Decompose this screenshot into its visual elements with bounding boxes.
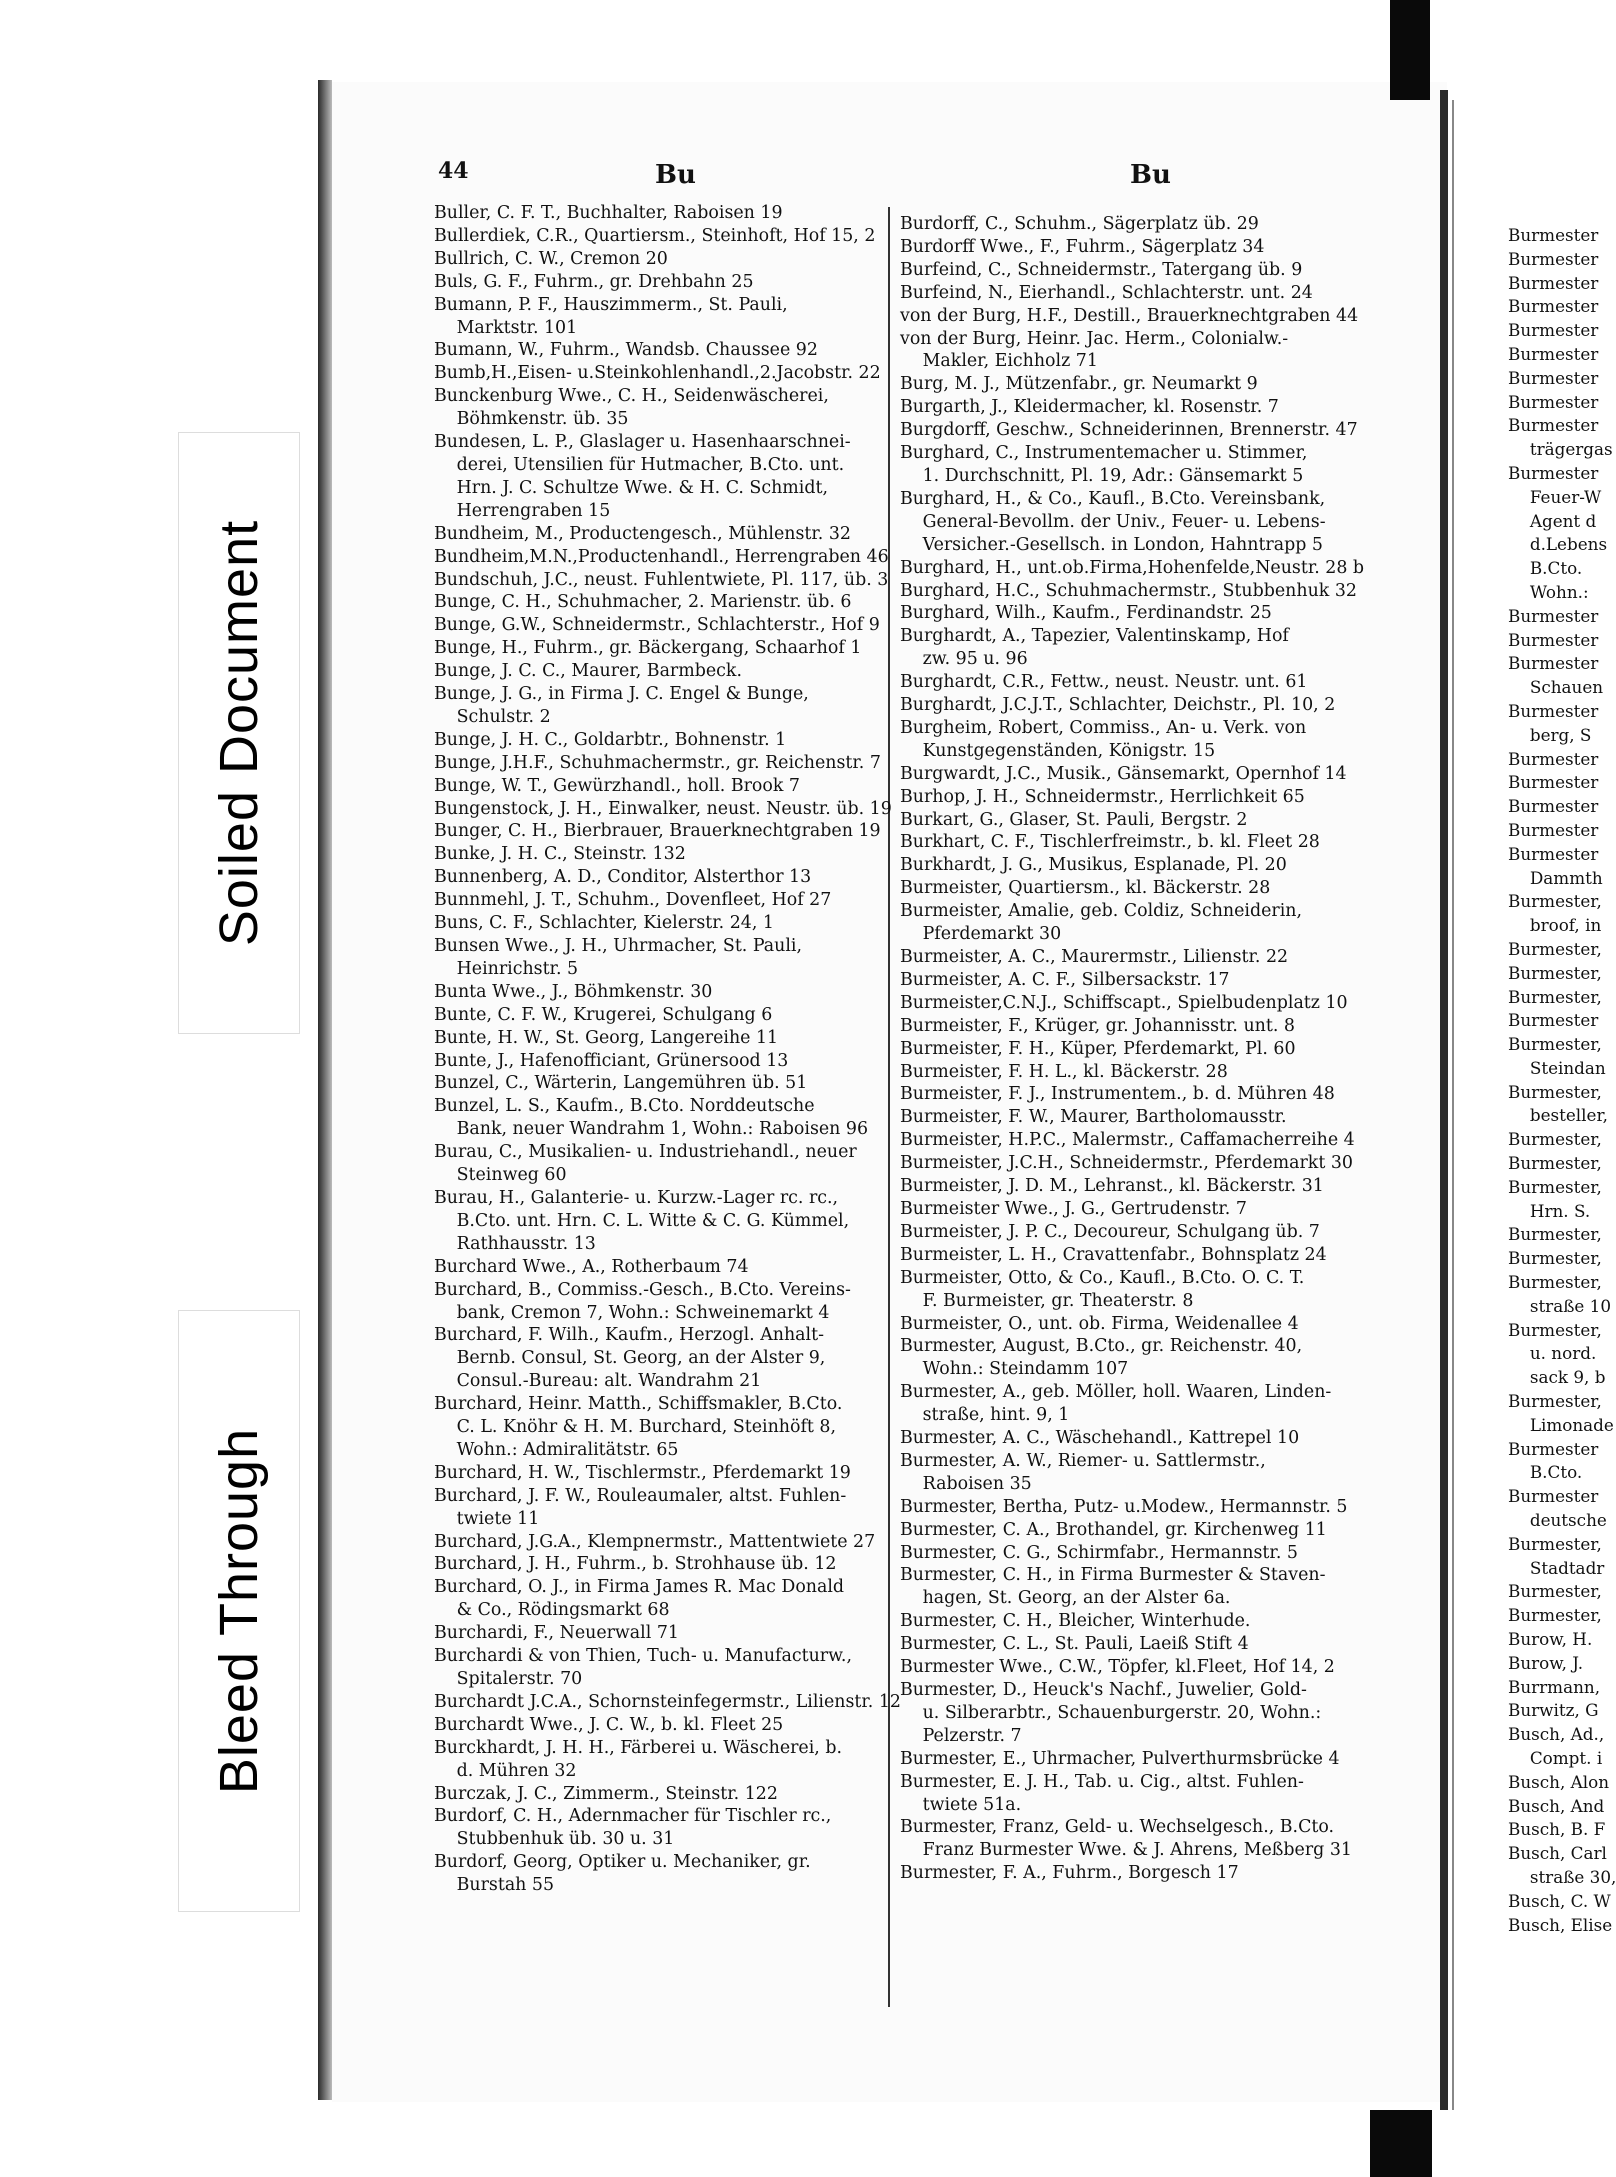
directory-entry-line: Burmester,	[1508, 1153, 1602, 1174]
directory-entry-line: Burmester	[1508, 796, 1599, 817]
directory-entry-line: Bunge, C. H., Schuhmacher, 2. Marienstr. üb. 6	[434, 592, 852, 613]
directory-entry-line: Burmester, D., Heuck's Nachf., Juwelier, Gold-	[900, 1680, 1307, 1700]
directory-column-left	[434, 202, 906, 1897]
directory-entry-line: Heinrichstr. 5	[456, 958, 579, 979]
directory-entry-line: B.Cto. unt. Hrn. C. L. Witte & C. G. Kümmel,	[456, 1210, 850, 1231]
directory-entry-line: 1. Durchschnitt, Pl. 19, Adr.: Gänsemarkt 5	[922, 465, 1304, 486]
directory-entry-line: Burmester,	[1508, 1034, 1602, 1055]
directory-entry-line: Burwitz, G	[1508, 1700, 1599, 1721]
directory-entry-line: Burmeister Wwe., J. G., Gertrudenstr. 7	[900, 1198, 1247, 1219]
directory-entry-line: Bundheim, M., Productengesch., Mühlenstr. 32	[434, 523, 851, 544]
directory-entry-line: Burckhardt, J. H. H., Färberei u. Wäscherei, b.	[434, 1737, 842, 1758]
directory-entry-line: Burmester	[1508, 320, 1599, 341]
directory-entry-line: Burmester,	[1508, 1391, 1602, 1412]
directory-entry-line: d.Lebens	[1529, 534, 1608, 555]
directory-entry-line: Wohn.:	[1529, 581, 1589, 602]
directory-entry-line: Bunzel, L. S., Kaufm., B.Cto. Norddeutsche	[434, 1096, 815, 1117]
directory-entry-line: Feuer-W	[1529, 486, 1602, 507]
directory-entry-line: Burmester,	[1508, 891, 1602, 912]
directory-entry-line: Bunge, W. T., Gewürzhandl., holl. Brook 7	[434, 775, 800, 796]
directory-entry-line: Burchard, O. J., in Firma James R. Mac Donald	[434, 1577, 845, 1598]
directory-entry-line: Bungenstock, J. H., Einwalker, neust. Neustr. üb. 19	[434, 798, 892, 819]
page-number: 44	[438, 158, 469, 184]
directory-entry-line: Burmeister, Amalie, geb. Coldiz, Schneiderin,	[900, 901, 1302, 922]
directory-entry-line: von der Burg, Heinr. Jac. Herm., Colonialw.-	[900, 328, 1289, 349]
directory-entry-line: Burow, J.	[1508, 1652, 1584, 1673]
directory-entry-line: Burmester	[1508, 296, 1599, 317]
directory-entry-line: Burmester	[1508, 1486, 1599, 1507]
directory-entry-line: Burchardt Wwe., J. C. W., b. kl. Fleet 25	[434, 1714, 784, 1735]
directory-entry-line: Bundesen, L. P., Glaslager u. Hasenhaarschnei-	[434, 432, 851, 453]
directory-entry-line: Bundheim,M.N.,Productenhandl., Herrengraben 46	[434, 546, 889, 567]
directory-entry-line: Burmester	[1508, 843, 1599, 864]
directory-entry-line: Bunte, H. W., St. Georg, Langereihe 11	[434, 1027, 779, 1048]
directory-column-middle	[900, 213, 1382, 1885]
directory-entry-line: Burmester	[1508, 1438, 1599, 1459]
directory-entry-line: B.Cto.	[1529, 1462, 1583, 1483]
directory-entry-line: Buller, C. F. T., Buchhalter, Raboisen 19	[434, 203, 783, 223]
directory-entry-line: Burmester	[1508, 272, 1599, 293]
directory-entry-line: Burmester, C. H., Bleicher, Winterhude.	[900, 1611, 1251, 1632]
directory-entry-line: F. Burmeister, gr. Theaterstr. 8	[922, 1290, 1194, 1311]
directory-entry-line: hagen, St. Georg, an der Alster 6a.	[922, 1588, 1231, 1609]
directory-entry-line: Bumb,H.,Eisen- u.Steinkohlenhandl.,2.Jacobstr. 22	[434, 363, 881, 384]
directory-entry-line: Burmester, A. C., Wäschehandl., Kattrepel 10	[900, 1428, 1300, 1449]
directory-entry-line: Burmeister, H.P.C., Malermstr., Caffamacherreihe 4	[900, 1130, 1355, 1151]
directory-entry-line: Burmester	[1508, 225, 1599, 245]
directory-entry-line: Bank, neuer Wandrahm 1, Wohn.: Raboisen 96	[456, 1119, 869, 1140]
directory-entry-line: Burmeister,C.N.J., Schiffscapt., Spielbudenplatz 10	[900, 992, 1348, 1013]
directory-entry-line: bank, Cremon 7, Wohn.: Schweinemarkt 4	[456, 1302, 830, 1323]
directory-entry-line: Burmester	[1508, 653, 1599, 674]
directory-entry-line: Buns, C. F., Schlachter, Kielerstr. 24, 1	[434, 913, 774, 934]
directory-entry-line: Burghard, H., unt.ob.Firma,Hohenfelde,Neustr. 28 b	[900, 557, 1365, 578]
directory-entry-line: Burdorf, Georg, Optiker u. Mechaniker, gr.	[434, 1852, 811, 1873]
directory-entry-line: Consul.-Bureau: alt. Wandrahm 21	[456, 1371, 762, 1392]
directory-entry-line: Bunge, J. C. C., Maurer, Barmbeck.	[434, 661, 742, 682]
directory-entry-line: Burghard, C., Instrumentemacher u. Stimmer,	[900, 443, 1308, 464]
directory-entry-line: Burmester,	[1508, 1224, 1602, 1245]
directory-entry-line: Burrmann,	[1508, 1676, 1601, 1697]
directory-entry-line: zw. 95 u. 96	[922, 649, 1028, 670]
directory-entry-line: Burmester, F. A., Fuhrm., Borgesch 17	[900, 1863, 1239, 1884]
directory-entry-line: Bunsen Wwe., J. H., Uhrmacher, St. Pauli,	[434, 936, 803, 956]
directory-entry-line: Bunge, H., Fuhrm., gr. Bäckergang, Schaarhof 1	[434, 638, 862, 659]
directory-entry-line: Steinweg 60	[456, 1165, 567, 1186]
directory-entry-line: Burmester	[1508, 819, 1599, 840]
directory-entry-line: Burmester	[1508, 629, 1599, 650]
directory-entry-line: u. Silberarbtr., Schauenburgerstr. 20, Wohn.:	[922, 1702, 1322, 1723]
directory-column-right-partial	[1508, 224, 1616, 1937]
page-left-shadow	[318, 80, 332, 2100]
directory-entry-line: Bunke, J. H. C., Steinstr. 132	[434, 844, 686, 865]
directory-entry-line: General-Bevollm. der Univ., Feuer- u. Lebens-	[922, 511, 1326, 532]
directory-entry-line: Burmester,	[1508, 1248, 1602, 1269]
directory-entry-line: Raboisen 35	[922, 1473, 1032, 1494]
directory-entry-line: Burmeister, F. W., Maurer, Bartholomausstr.	[900, 1107, 1287, 1128]
directory-entry-line: Bumann, W., Fuhrm., Wandsb. Chaussee 92	[434, 340, 818, 361]
directory-entry-line: Burdorff, C., Schuhm., Sägerplatz üb. 29	[900, 214, 1259, 234]
directory-entry-line: Burgheim, Robert, Commiss., An- u. Verk. von	[900, 717, 1307, 738]
directory-entry-line: Burmester	[1508, 772, 1599, 793]
directory-entry-line: Bunge, G.W., Schneidermstr., Schlachterstr., Hof 9	[434, 615, 880, 636]
bleed-through-text: Bleed Through	[209, 1427, 269, 1795]
directory-entry-line: Bunzel, C., Wärterin, Langemühren üb. 51	[434, 1073, 808, 1094]
directory-entry-line: Bunte, C. F. W., Krugerei, Schulgang 6	[434, 1004, 773, 1025]
directory-entry-line: Busch, Alon	[1508, 1771, 1610, 1792]
directory-entry-line: Burmester	[1508, 343, 1599, 364]
directory-entry-line: Burfeind, N., Eierhandl., Schlachterstr. unt. 24	[900, 282, 1313, 303]
directory-entry-line: Burghardt, A., Tapezier, Valentinskamp, Hof	[900, 626, 1289, 647]
directory-entry-line: Hrn. S.	[1529, 1200, 1591, 1221]
directory-entry-line: Bumann, P. F., Hauszimmerm., St. Pauli,	[434, 294, 788, 315]
directory-entry-line: Burmester, A. W., Riemer- u. Sattlermstr.,	[900, 1450, 1266, 1471]
directory-entry-line: Burmeister, A. C. F., Silbersackstr. 17	[900, 969, 1230, 990]
directory-entry-line: Bunta Wwe., J., Böhmkenstr. 30	[434, 981, 713, 1002]
directory-entry-line: Agent d	[1529, 510, 1597, 531]
directory-entry-line: Buls, G. F., Fuhrm., gr. Drehbahn 25	[434, 271, 754, 292]
directory-entry-line: Burmester,	[1508, 938, 1602, 959]
directory-entry-line: Burmester,	[1508, 1129, 1602, 1150]
directory-entry-line: Burmeister, F. H. L., kl. Bäckerstr. 28	[900, 1061, 1228, 1082]
directory-entry-line: Busch, Elise	[1508, 1914, 1613, 1935]
directory-entry-line: Herrengraben 15	[456, 500, 611, 521]
directory-entry-line: Burchardi & von Thien, Tuch- u. Manufacturw.,	[434, 1646, 852, 1667]
directory-entry-line: Bunnmehl, J. T., Schuhm., Dovenfleet, Hof 27	[434, 890, 832, 911]
directory-entry-line: Schauen	[1529, 677, 1604, 698]
directory-entry-line: u. nord.	[1529, 1343, 1597, 1364]
directory-entry-line: Dammth	[1529, 867, 1603, 888]
directory-entry-line: Burmester,	[1508, 1272, 1602, 1293]
directory-entry-line: twiete 11	[456, 1508, 540, 1529]
directory-entry-line: Wohn.: Admiralitätstr. 65	[456, 1439, 679, 1460]
black-tab-top	[1390, 0, 1430, 100]
directory-entry-line: d. Mühren 32	[456, 1760, 577, 1781]
directory-entry-line: sack 9, b	[1529, 1367, 1606, 1388]
directory-entry-line: Burchard, Heinr. Matth., Schiffsmakler, B.Cto.	[434, 1394, 843, 1415]
directory-entry-line: Burgdorff, Geschw., Schneiderinnen, Brennerstr. 47	[900, 420, 1358, 441]
directory-entry-line: Busch, C. W	[1508, 1890, 1611, 1911]
directory-entry-line: berg, S	[1529, 724, 1592, 745]
directory-entry-line: Burmester,	[1508, 1533, 1602, 1554]
directory-entry-line: Burmeister, O., unt. ob. Firma, Weidenallee 4	[900, 1313, 1299, 1334]
directory-entry-line: Burmeister, A. C., Maurermstr., Lilienstr. 22	[900, 947, 1289, 967]
directory-entry-line: Burmester Wwe., C.W., Töpfer, kl.Fleet, Hof 14, 2	[900, 1657, 1335, 1678]
directory-entry-line: Bullerdiek, C.R., Quartiersm., Steinhoft, Hof 15, 2	[434, 225, 876, 246]
directory-entry-line: Burmester, C. A., Brothandel, gr. Kirchenweg 11	[900, 1519, 1327, 1540]
directory-entry-line: Burghard, Wilh., Kaufm., Ferdinandstr. 25	[900, 603, 1272, 624]
directory-entry-line: Burmester, A., geb. Möller, holl. Waaren, Linden-	[900, 1382, 1332, 1403]
directory-entry-line: straße 30,	[1529, 1866, 1616, 1887]
directory-entry-line: Burkhardt, J. G., Musikus, Esplanade, Pl. 20	[900, 855, 1287, 876]
directory-entry-line: Burmeister, L. H., Cravattenfabr., Bohnsplatz 24	[900, 1244, 1327, 1265]
directory-entry-line: Spitalerstr. 70	[456, 1669, 583, 1689]
directory-entry-line: Burchard, J. F. W., Rouleaumaler, altst. Fuhlen-	[434, 1485, 847, 1506]
directory-entry-line: Burghard, H., & Co., Kaufl., B.Cto. Vereinsbank,	[900, 488, 1326, 509]
directory-entry-line: Burg, M. J., Mützenfabr., gr. Neumarkt 9	[900, 374, 1258, 395]
directory-entry-line: Pferdemarkt 30	[922, 924, 1062, 945]
directory-entry-line: Limonade	[1529, 1414, 1614, 1435]
directory-entry-line: Burchard, H. W., Tischlermstr., Pferdemarkt 19	[434, 1462, 851, 1483]
directory-entry-line: Burmester, E., Uhrmacher, Pulverthurmsbrücke 4	[900, 1748, 1340, 1769]
directory-entry-line: Burchard, J. H., Fuhrm., b. Strohhause üb. 12	[434, 1554, 837, 1575]
directory-entry-line: Burmeister, J. D. M., Lehranst., kl. Bäckerstr. 31	[900, 1176, 1324, 1197]
directory-entry-line: Burkhart, C. F., Tischlerfreimstr., b. kl. Fleet 28	[900, 832, 1320, 853]
directory-entry-line: Burmeister, F. J., Instrumentem., b. d. Mühren 48	[900, 1084, 1335, 1105]
directory-entry-line: Burmester,	[1508, 1081, 1602, 1102]
directory-entry-line: Burghardt, J.C.J.T., Schlachter, Deichstr., Pl. 10, 2	[900, 695, 1336, 716]
directory-entry-line: Bunge, J. G., in Firma J. C. Engel & Bunge,	[434, 684, 809, 705]
directory-entry-line: Burmester	[1508, 605, 1599, 626]
directory-entry-line: Stubbenhuk üb. 30 u. 31	[456, 1829, 675, 1850]
directory-entry-line: Burmeister, F., Krüger, gr. Johannisstr. unt. 8	[900, 1015, 1295, 1036]
directory-entry-line: Burow, H.	[1508, 1629, 1593, 1650]
directory-entry-line: Burstah 55	[456, 1875, 555, 1896]
directory-entry-line: Schulstr. 2	[456, 706, 551, 727]
directory-entry-line: Burmester,	[1508, 986, 1602, 1007]
directory-entry-line: Bunger, C. H., Bierbrauer, Brauerknechtgraben 19	[434, 821, 881, 842]
directory-entry-line: Busch, And	[1508, 1795, 1605, 1816]
directory-entry-line: besteller,	[1529, 1105, 1608, 1126]
directory-entry-line: Burmester	[1508, 391, 1599, 412]
directory-entry-line: Stadtadr	[1529, 1557, 1605, 1578]
directory-entry-line: von der Burg, H.F., Destill., Brauerknechtgraben 44	[900, 305, 1359, 326]
directory-entry-line: Bunge, J.H.F., Schuhmachermstr., gr. Reichenstr. 7	[434, 752, 881, 773]
directory-entry-line: Burchard, B., Commiss.-Gesch., B.Cto. Vereins-	[434, 1279, 851, 1300]
directory-entry-line: Burmester, Franz, Geld- u. Wechselgesch., B.Cto.	[900, 1817, 1335, 1838]
directory-entry-line: Burmester	[1508, 700, 1599, 721]
directory-entry-line: Rathhausstr. 13	[456, 1233, 596, 1254]
running-header-right: Bu	[1130, 160, 1171, 190]
directory-entry-line: Burchard Wwe., A., Rotherbaum 74	[434, 1256, 749, 1277]
directory-entry-line: Versicher.-Gesellsch. in London, Hahntrapp 5	[922, 534, 1323, 555]
directory-entry-line: Bernb. Consul, St. Georg, an der Alster 9,	[456, 1348, 826, 1369]
directory-entry-line: Burdorff Wwe., F., Fuhrm., Sägerplatz 34	[900, 236, 1265, 257]
directory-entry-line: B.Cto.	[1529, 558, 1583, 579]
directory-entry-line: Burhop, J. H., Schneidermstr., Herrlichkeit 65	[900, 786, 1305, 807]
directory-entry-line: trägergas	[1529, 439, 1613, 460]
directory-entry-line: Burmester,	[1508, 1176, 1602, 1197]
page-gutter-line	[1452, 100, 1454, 2110]
directory-entry-line: Burgarth, J., Kleidermacher, kl. Rosenstr. 7	[900, 397, 1279, 418]
directory-entry-line: Burmester, August, B.Cto., gr. Reichenstr. 40,	[900, 1336, 1303, 1357]
directory-entry-line: Burmester,	[1508, 1581, 1602, 1602]
directory-entry-line: Pelzerstr. 7	[922, 1725, 1022, 1746]
directory-entry-line: Burmester,	[1508, 1319, 1602, 1340]
directory-entry-line: Burmeister, J.C.H., Schneidermstr., Pferdemarkt 30	[900, 1153, 1353, 1174]
directory-entry-line: Burchard, J.G.A., Klempnermstr., Mattentwiete 27	[434, 1531, 876, 1552]
directory-entry-line: Burghard, H.C., Schuhmachermstr., Stubbenhuk 32	[900, 580, 1357, 601]
directory-entry-line: Burmeister, Otto, & Co., Kaufl., B.Cto. O. C. T.	[900, 1267, 1305, 1288]
directory-entry-line: Burghardt, C.R., Fettw., neust. Neustr. unt. 61	[900, 672, 1308, 693]
directory-entry-line: Burfeind, C., Schneidermstr., Tatergang üb. 9	[900, 259, 1303, 280]
directory-entry-line: Bunge, J. H. C., Goldarbtr., Bohnenstr. 1	[434, 729, 787, 750]
directory-entry-line: Compt. i	[1529, 1748, 1603, 1768]
directory-entry-line: derei, Utensilien für Hutmacher, B.Cto. unt.	[456, 454, 845, 475]
running-header-left: Bu	[655, 160, 696, 190]
soiled-document-label	[178, 432, 300, 1034]
directory-entry-line: Burmeister, Quartiersm., kl. Bäckerstr. 28	[900, 878, 1271, 899]
directory-entry-line: Burmester	[1508, 1010, 1599, 1031]
directory-entry-line: Burchardt J.C.A., Schornsteinfegermstr., Lilienstr. 12	[434, 1691, 901, 1712]
directory-entry-line: C. L. Knöhr & H. M. Burchard, Steinhöft 8,	[456, 1417, 837, 1438]
directory-entry-line: Burmester	[1508, 415, 1599, 436]
directory-entry-line: Burau, H., Galanterie- u. Kurzw.-Lager rc. rc.,	[434, 1187, 839, 1208]
directory-entry-line: Burmeister, J. P. C., Decoureur, Schulgang üb. 7	[900, 1221, 1320, 1242]
directory-entry-line: Burmester	[1508, 367, 1599, 388]
directory-entry-line: Hrn. J. C. Schultze Wwe. & H. C. Schmidt,	[456, 477, 828, 498]
directory-entry-line: Marktstr. 101	[456, 317, 578, 338]
directory-entry-line: Burmester	[1508, 748, 1599, 769]
directory-entry-line: Kunstgegenständen, Königstr. 15	[922, 740, 1216, 761]
directory-entry-line: Makler, Eichholz 71	[922, 351, 1098, 372]
directory-entry-line: Burmester, Bertha, Putz- u.Modew., Hermannstr. 5	[900, 1496, 1348, 1517]
directory-entry-line: Busch, B. F	[1508, 1819, 1606, 1840]
directory-entry-line: Burmester	[1508, 248, 1599, 269]
directory-entry-line: twiete 51a.	[922, 1794, 1022, 1815]
directory-entry-line: Wohn.: Steindamm 107	[922, 1359, 1129, 1380]
directory-entry-line: Burmester, E. J. H., Tab. u. Cig., altst. Fuhlen-	[900, 1771, 1304, 1792]
directory-entry-line: Bundschuh, J.C., neust. Fuhlentwiete, Pl. 117, üb. 3	[434, 569, 889, 590]
directory-entry-line: Burmester	[1508, 462, 1599, 483]
directory-entry-line: & Co., Rödingsmarkt 68	[456, 1600, 670, 1621]
directory-entry-line: Böhmkenstr. üb. 35	[456, 409, 629, 430]
black-tab-bottom	[1370, 2110, 1432, 2177]
directory-entry-line: Burchardi, F., Neuerwall 71	[434, 1623, 679, 1644]
directory-entry-line: Burgwardt, J.C., Musik., Gänsemarkt, Opernhof 14	[900, 763, 1347, 784]
directory-entry-line: Franz Burmester Wwe. & J. Ahrens, Meßberg 31	[922, 1840, 1352, 1861]
directory-entry-line: Bunte, J., Hafenofficiant, Grünersood 13	[434, 1050, 789, 1071]
directory-entry-line: Burmester, C. H., in Firma Burmester & Staven-	[900, 1565, 1326, 1586]
directory-entry-line: straße 10	[1529, 1295, 1612, 1316]
directory-entry-line: Bunckenburg Wwe., C. H., Seidenwäscherei,	[434, 386, 829, 407]
directory-entry-line: Steindan	[1529, 1057, 1606, 1078]
directory-entry-line: Burmester, C. G., Schirmfabr., Hermannstr. 5	[900, 1542, 1298, 1563]
directory-entry-line: Bullrich, C. W., Cremon 20	[434, 248, 668, 269]
bleed-through-label	[178, 1310, 300, 1912]
directory-entry-line: Burmester,	[1508, 1605, 1602, 1626]
directory-entry-line: Burczak, J. C., Zimmerm., Steinstr. 122	[434, 1783, 778, 1804]
directory-entry-line: straße, hint. 9, 1	[922, 1405, 1070, 1426]
directory-entry-line: Busch, Ad.,	[1508, 1724, 1605, 1745]
directory-entry-line: Busch, Carl	[1508, 1843, 1607, 1864]
directory-entry-line: Burchard, F. Wilh., Kaufm., Herzogl. Anhalt-	[434, 1325, 824, 1346]
soiled-document-text: Soiled Document	[209, 519, 270, 947]
directory-entry-line: deutsche	[1529, 1510, 1607, 1531]
page-right-edge	[1440, 90, 1448, 2110]
directory-entry-line: Burmester, C. L., St. Pauli, Laeiß Stift 4	[900, 1634, 1249, 1655]
directory-entry-line: Burmeister, F. H., Küper, Pferdemarkt, Pl. 60	[900, 1038, 1296, 1059]
directory-entry-line: Bunnenberg, A. D., Conditor, Alsterthor 13	[434, 867, 812, 888]
directory-entry-line: Burkart, G., Glaser, St. Pauli, Bergstr. 2	[900, 809, 1248, 830]
directory-entry-line: Burmester,	[1508, 962, 1602, 983]
directory-entry-line: Burdorf, C. H., Adernmacher für Tischler rc.,	[434, 1806, 832, 1827]
directory-entry-line: Burau, C., Musikalien- u. Industriehandl., neuer	[434, 1142, 857, 1163]
directory-entry-line: broof, in	[1529, 915, 1602, 936]
